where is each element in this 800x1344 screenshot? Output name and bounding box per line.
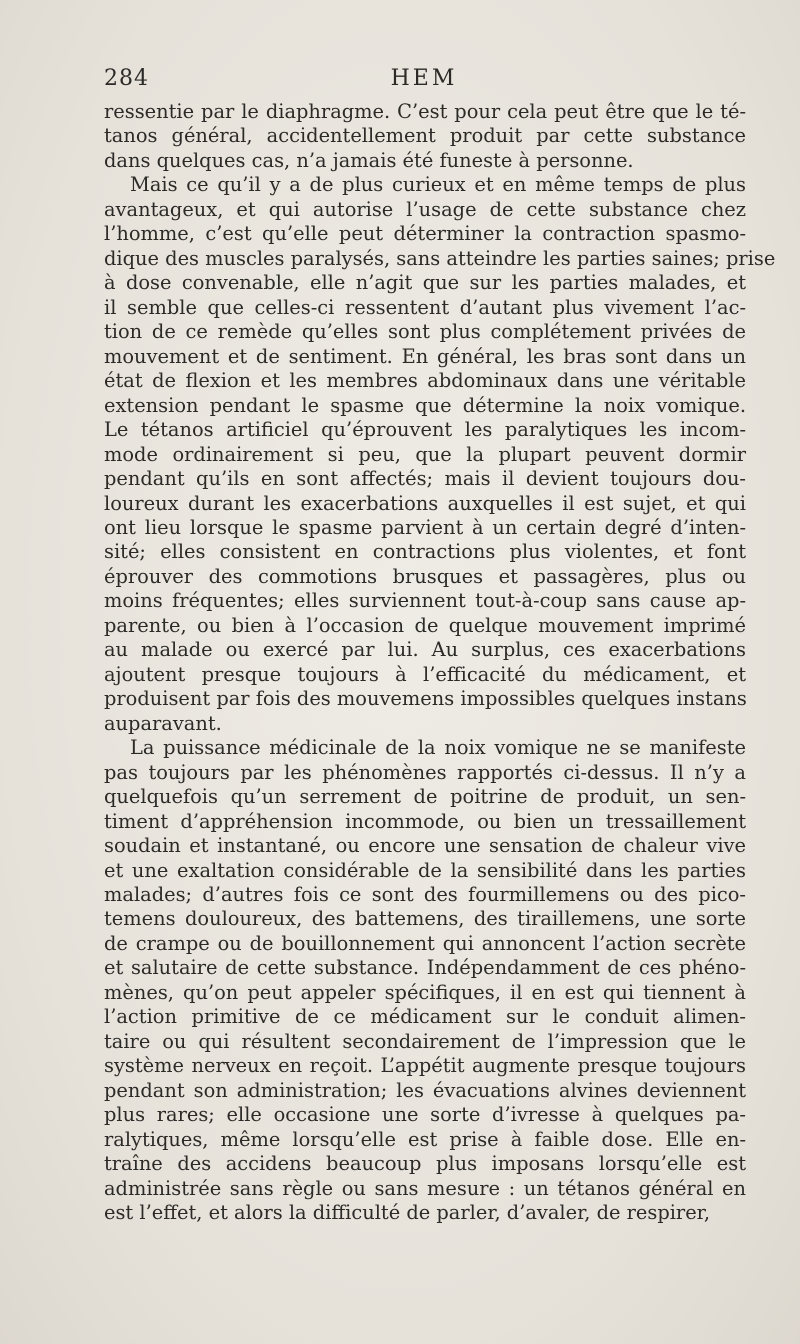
paragraph <box>104 736 746 1225</box>
text-line: soudain et instantané, ou encore une sensation de chaleur vive <box>104 834 746 858</box>
text-line: et une exaltation considérable de la sensibilité dans les parties <box>104 858 746 882</box>
text-line: loureux durant les exacerbations auxquelles il est sujet, et qui <box>104 491 746 515</box>
text-line: Le tétanos artificiel qu’éprouvent les paralytiques les incom- <box>104 418 746 442</box>
text-line: et salutaire de cette substance. Indépendamment de ces phéno- <box>104 956 746 980</box>
text-line: sité; elles consistent en contractions plus violentes, et font <box>104 540 746 564</box>
text-line: tion de ce remède qu’elles sont plus complétement privées de <box>104 320 746 344</box>
text-line: dique des muscles paralysés, sans atteindre les parties saines; prise <box>104 246 776 270</box>
text-line: à dose convenable, elle n’agit que sur les parties malades, et <box>104 271 746 295</box>
text-line: extension pendant le spasme que détermine la noix vomique. <box>104 393 746 417</box>
text-line: mouvement et de sentiment. En général, les bras sont dans un <box>104 344 746 368</box>
text-line: administrée sans règle ou sans mesure : un tétanos général en <box>104 1176 746 1200</box>
text-line: plus rares; elle occasione une sorte d’ivresse à quelques pa- <box>104 1103 746 1127</box>
text-line: pendant son administration; les évacuations alvines deviennent <box>104 1078 746 1102</box>
text-line: produisent par fois des mouvemens impossibles quelques instans <box>104 687 747 711</box>
text-line: dans quelques cas, n’a jamais été funeste à personne. <box>104 148 634 172</box>
running-head <box>104 66 744 96</box>
text-line: de crampe ou de bouillonnement qui annoncent l’action secrète <box>104 931 746 955</box>
text-line: au malade ou exercé par lui. Au surplus, ces exacerbations <box>104 638 746 662</box>
text-line: taire ou qui résultent secondairement de l’impression que le <box>104 1029 746 1053</box>
page-number: 284 <box>104 66 149 91</box>
text-line: traîne des accidens beaucoup plus imposans lorsqu’elle est <box>104 1152 746 1176</box>
text-line: ralytiques, même lorsqu’elle est prise à faible dose. Elle en- <box>104 1127 746 1151</box>
text-line: quelquefois qu’un serrement de poitrine de produit, un sen- <box>104 785 746 809</box>
text-line: parente, ou bien à l’occasion de quelque mouvement imprimé <box>104 613 746 637</box>
text-line: La puissance médicinale de la noix vomique ne se manifeste <box>130 736 746 760</box>
text-line: avantageux, et qui autorise l’usage de cette substance chez <box>104 197 746 221</box>
running-title: HEM <box>390 66 458 91</box>
text-line: ajoutent presque toujours à l’efficacité du médicament, et <box>104 662 746 686</box>
text-line: mode ordinairement si peu, que la plupart peuvent dormir <box>104 442 746 466</box>
text-line: l’homme, c’est qu’elle peut déterminer la contraction spasmo- <box>104 222 746 246</box>
text-line: timent d’appréhension incommode, ou bien un tressaillement <box>104 809 746 833</box>
text-line: ressentie par le diaphragme. C’est pour cela peut être que le té- <box>104 100 746 123</box>
body-text <box>104 100 776 1226</box>
text-line: mènes, qu’on peut appeler spécifiques, il en est qui tiennent à <box>104 980 746 1004</box>
text-line: moins fréquentes; elles surviennent tout-à-coup sans cause ap- <box>104 589 746 613</box>
text-line: Mais ce qu’il y a de plus curieux et en même temps de plus <box>130 173 746 197</box>
text-line: auparavant. <box>104 711 222 735</box>
text-line: il semble que celles-ci ressentent d’autant plus vivement l’ac- <box>104 295 746 319</box>
text-line: ont lieu lorsque le spasme parvient à un certain degré d’inten- <box>104 515 746 539</box>
text-line: est l’effet, et alors la difficulté de parler, d’avaler, de respirer, <box>104 1201 710 1225</box>
text-line: éprouver des commotions brusques et passagères, plus ou <box>104 564 746 588</box>
paragraph <box>104 173 776 736</box>
text-line: l’action primitive de ce médicament sur le conduit alimen- <box>104 1005 746 1029</box>
text-line: tanos général, accidentellement produit par cette substance <box>104 124 746 148</box>
text-line: pas toujours par les phénomènes rapportés ci-dessus. Il n’y a <box>104 760 746 784</box>
text-line: malades; d’autres fois ce sont des fourmillemens ou des pico- <box>104 883 746 906</box>
text-line: état de flexion et les membres abdominaux dans une véritable <box>104 369 746 393</box>
text-line: pendant qu’ils en sont affectés; mais il devient toujours dou- <box>104 467 746 491</box>
text-line: système nerveux en reçoit. L’appétit augmente presque toujours <box>104 1054 746 1078</box>
paragraph <box>104 100 746 173</box>
text-line: temens douloureux, des battemens, des tiraillemens, une sorte <box>104 907 746 931</box>
